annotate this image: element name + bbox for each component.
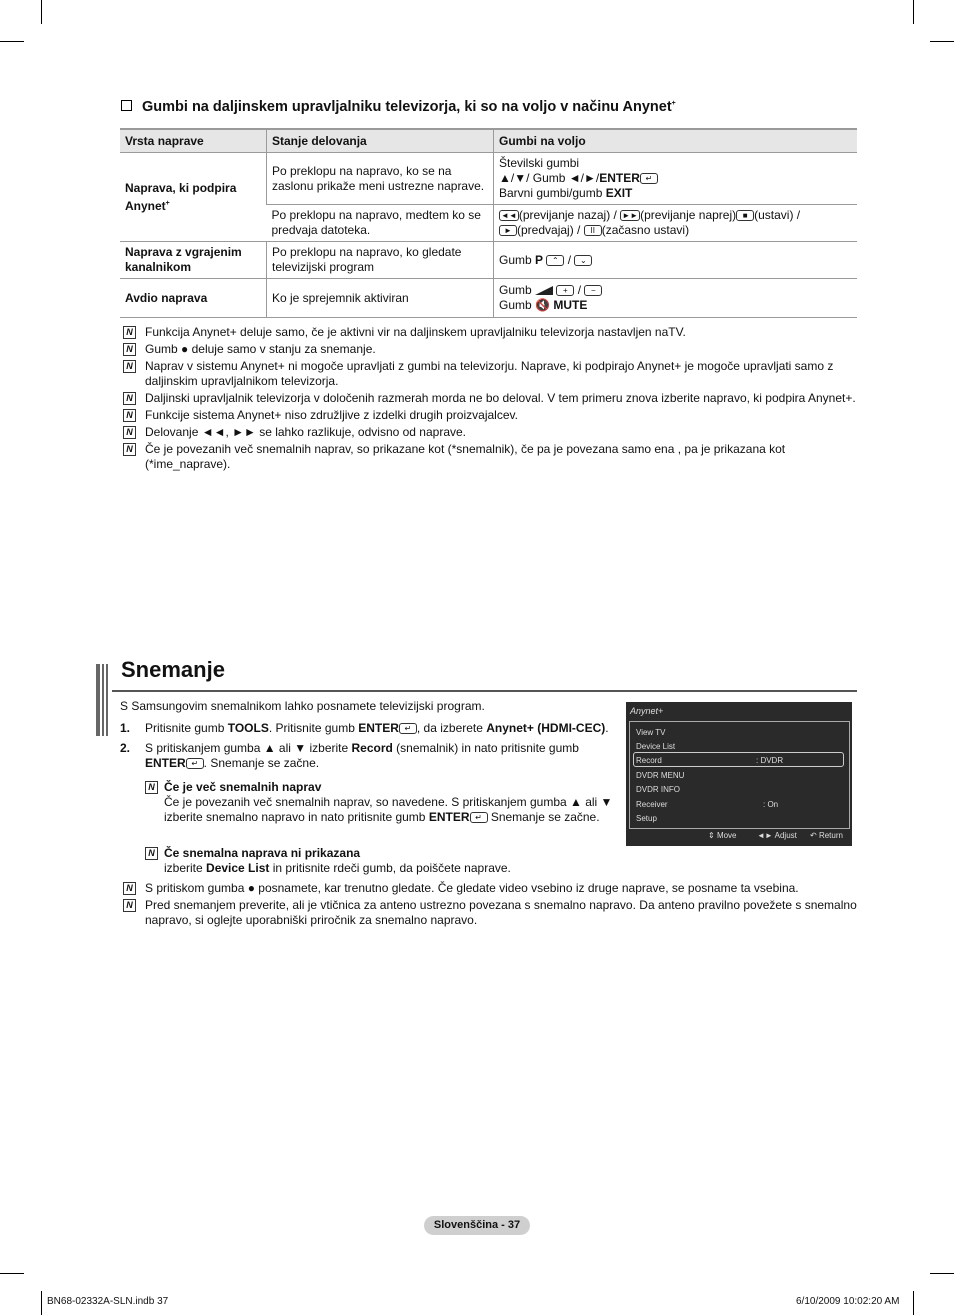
note-icon: N bbox=[123, 426, 136, 439]
step-1: 1. Pritisnite gumb TOOLS. Pritisnite gumb ENTER ↵ , da izberete Anynet+ (HDMI-CEC). bbox=[120, 721, 609, 735]
note-icon: N bbox=[145, 847, 158, 860]
menu-item: Receiver bbox=[636, 800, 668, 809]
section-title: Snemanje bbox=[121, 657, 225, 682]
note-item: N Gumb ● deluje samo v stanju za snemanje. bbox=[120, 342, 860, 357]
crop-mark bbox=[41, 1291, 42, 1315]
volume-down-icon: − bbox=[584, 285, 602, 296]
note-item: N Daljinski upravljalnik televizorja v določenih razmerah morda ne bo deloval. V tem primeru znova izberite napravo, ki podpira Anynet+. bbox=[120, 391, 860, 406]
note-icon: N bbox=[123, 443, 136, 456]
table-header: Gumbi na voljo bbox=[494, 129, 858, 153]
note-item: N Pred snemanjem preverite, ali je vtičnica za anteno ustrezno povezana s snemalno napravo. Da anteno pravilno povežete s snemalno napravo, si oglejte uporabniški priročnik za snemalno napravo. bbox=[120, 898, 860, 928]
table-cell: Po preklopu na napravo, medtem ko se predvaja datoteka. bbox=[267, 205, 494, 242]
table-header: Stanje delovanja bbox=[267, 129, 494, 153]
notes-list-2 bbox=[120, 881, 860, 930]
anynet-logo: Anynet+ bbox=[630, 706, 664, 716]
note-icon: N bbox=[123, 882, 136, 895]
return-icon: ↶ bbox=[810, 831, 817, 840]
menu-item: Setup bbox=[636, 814, 657, 823]
note-icon: N bbox=[123, 899, 136, 912]
step-2: 2. S pritiskanjem gumba ▲ ali ▼ izberite Record (snemalnik) in nato pritisnite gumb ENTER ↵ . Snemanje se začne. bbox=[120, 741, 579, 770]
intro-text: S Samsungovim snemalnikom lahko posnamete televizijski program. bbox=[120, 699, 485, 713]
enter-icon: ↵ bbox=[186, 758, 204, 769]
crop-mark bbox=[930, 1273, 954, 1274]
selected-row-highlight bbox=[633, 752, 844, 767]
notes-list bbox=[120, 325, 860, 474]
table-cell: Gumb P ⌃ / ⌄ bbox=[494, 242, 858, 279]
anynet-menu-screenshot bbox=[626, 702, 852, 846]
note-icon: N bbox=[145, 781, 158, 794]
crop-mark bbox=[41, 0, 42, 24]
fast-forward-icon: ►► bbox=[622, 211, 639, 220]
buttons-table bbox=[120, 128, 857, 318]
stop-icon: ■ bbox=[736, 210, 754, 221]
note-icon: N bbox=[123, 392, 136, 405]
play-icon: ► bbox=[499, 225, 517, 236]
menu-value: : DVDR bbox=[756, 756, 784, 765]
table-cell: Ko je sprejemnik aktiviran bbox=[267, 279, 494, 318]
menu-item: View TV bbox=[636, 728, 666, 737]
enter-icon: ↵ bbox=[470, 812, 488, 823]
section-heading: Gumbi na daljinskem upravljalniku televizorja, ki so na voljo v načinu Anynet+ bbox=[121, 99, 676, 115]
table-header: Vrsta naprave bbox=[120, 129, 267, 153]
sub-note-1: N Če je več snemalnih naprav Če je povezanih več snemalnih naprav, so navedene. S pritiskanjem gumba ▲ ali ▼ izberite snemalno napravo in nato pritisnite gumb ENTER ↵ Snemanje se začne. bbox=[145, 780, 624, 825]
sub-note-2: N Če snemalna naprava ni prikazana izberite Device List in pritisnite rdeči gumb, da poiščete naprave. bbox=[145, 846, 624, 876]
note-item: N Če je povezanih več snemalnih naprav, so prikazane kot (*snemalnik), če pa je povezana samo ena , pa je prikazana kot (*ime_naprave). bbox=[120, 442, 860, 472]
table-cell: Po preklopu na napravo, ko gledate televizijski program bbox=[267, 242, 494, 279]
note-item: N Funkcija Anynet+ deluje samo, če je aktivni vir na daljinskem upravljalniku televizorja nastavljen naTV. bbox=[120, 325, 860, 340]
table-cell: Naprava, ki podpira Anynet+ bbox=[120, 153, 267, 242]
adjust-hint: ◄► Adjust bbox=[757, 831, 797, 840]
note-item: N Naprav v sistemu Anynet+ ni mogoče upravljati z gumbi na televizorju. Naprave, ki podpirajo Anynet+ je mogoče upravljati samo z daljinskim upravljalnikom televizorja. bbox=[120, 359, 860, 389]
crop-mark bbox=[913, 0, 914, 24]
crop-mark bbox=[930, 41, 954, 42]
print-datetime: 6/10/2009 10:02:20 AM bbox=[796, 1296, 900, 1307]
note-item: N S pritiskom gumba ● posnamete, kar trenutno gledate. Če gledate video vsebino iz druge naprave, se posname ta vsebina. bbox=[120, 881, 860, 896]
menu-item: DVDR INFO bbox=[636, 785, 680, 794]
enter-icon: ↵ bbox=[399, 723, 417, 734]
note-item: N Funkcije sistema Anynet+ niso združljive z izdelki drugih proizvajalcev. bbox=[120, 408, 860, 423]
updown-icon: ⇕ bbox=[708, 831, 715, 840]
enter-icon: ↵ bbox=[640, 173, 658, 184]
note-item: N Delovanje ◄◄, ►► se lahko razlikuje, odvisno od naprave. bbox=[120, 425, 860, 440]
note-icon: N bbox=[123, 326, 136, 339]
volume-icon bbox=[535, 286, 553, 295]
volume-up-icon: + bbox=[556, 285, 574, 296]
menu-item: Record bbox=[636, 756, 662, 765]
channel-up-icon: ⌃ bbox=[546, 255, 564, 266]
move-hint: ⇕ Move bbox=[708, 831, 737, 840]
mute-icon: 🔇 bbox=[535, 298, 550, 312]
note-icon: N bbox=[123, 360, 136, 373]
checkbox-icon bbox=[121, 100, 132, 111]
table-cell: Naprava z vgrajenim kanalnikom bbox=[120, 242, 267, 279]
crop-mark bbox=[913, 1291, 914, 1315]
crop-mark bbox=[0, 41, 24, 42]
note-icon: N bbox=[123, 409, 136, 422]
table-cell: Po preklopu na napravo, ko se na zaslonu prikaže meni ustrezne naprave. bbox=[267, 153, 494, 205]
leftright-icon: ◄► bbox=[757, 831, 773, 840]
divider bbox=[112, 690, 857, 692]
file-name: BN68-02332A-SLN.indb 37 bbox=[47, 1296, 169, 1307]
section-bar bbox=[96, 664, 108, 736]
table-cell: Gumb + / − Gumb 🔇 MUTE bbox=[494, 279, 858, 318]
menu-value: : On bbox=[763, 800, 779, 809]
menu-item: DVDR MENU bbox=[636, 771, 685, 780]
note-icon: N bbox=[123, 343, 136, 356]
rewind-icon: ◄◄ bbox=[501, 211, 517, 220]
return-hint: ↶ Return bbox=[810, 831, 843, 840]
crop-mark bbox=[0, 1273, 24, 1274]
page-number: Slovenščina - 37 bbox=[424, 1216, 530, 1235]
pause-icon: II bbox=[584, 225, 602, 236]
table-cell: ◄◄ (previjanje nazaj) / ►► (previjanje naprej) ■ (ustavi) / ► (predvajaj) / II (začasno ustavi) bbox=[494, 205, 858, 242]
table-cell: Številski gumbi ▲/▼/ Gumb ◄/►/ENTER ↵ Barvni gumbi/gumb EXIT bbox=[494, 153, 858, 205]
channel-down-icon: ⌄ bbox=[574, 255, 592, 266]
menu-box bbox=[629, 721, 850, 829]
table-cell: Avdio naprava bbox=[120, 279, 267, 318]
menu-item: Device List bbox=[636, 742, 676, 751]
